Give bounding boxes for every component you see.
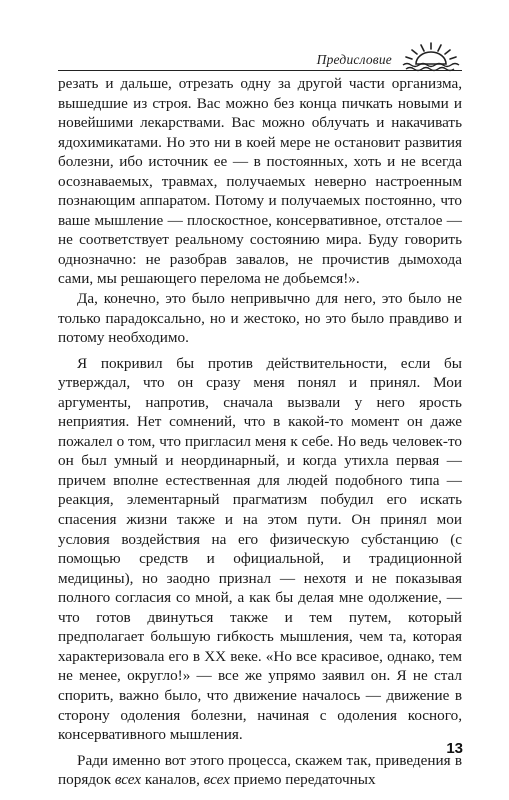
- page-header: [58, 40, 462, 74]
- paragraph-4: [58, 751, 462, 790]
- emphasis-word-2: всех: [203, 771, 230, 789]
- emphasis-word-1: всех: [114, 771, 142, 789]
- paragraph-4-text-1: Ради именно вот этого процесса, скажем так, приведения в порядок: [58, 751, 462, 789]
- paragraph-4-text-3: приемо передаточных: [229, 771, 376, 789]
- paragraph-2: Да, конечно, это было непривычно для него, это было не только парадоксально, но и жестоко, но это было правдиво и потому необходимо.: [58, 290, 462, 347]
- main-text: [58, 74, 462, 790]
- sun-over-waves-icon: [400, 40, 462, 74]
- running-head: Предисловие: [316, 52, 392, 67]
- paragraph-3: Я покривил бы против действительности, если бы утверждал, что он сразу меня понял и принял. Мои аргументы, напротив, сначала вызвали у него ярость неприятия. Нет сомнений, что в какой-то момент он даже пожалел о том, что пригласил меня к себе. Но ведь человек-то он был умный и неординарный, и когда утихла первая — причем вполне естественная для людей подобного типа — реакция, элементарный прагматизм побудил его искать спасения жизни также и на этом пути. Он принял мои условия воздействия на его физическую субстанцию (с помощью средств и официальной, и традиционной медицины), но заодно признал — нехотя и не показывая полного согласия со мной, а как бы делая мне одолжение, — что готов двинуться также и тем путем, который предполагает большую гибкость мышления, чем та, которая характеризовала его в XX веке. «Но все красивое, однако, тем не менее, округло!» — все же упрямо заявил он. Я не стал спорить, важно было, что движение началось — движение в сторону одоления болезни, начиная с одоления косного, консервативного мышления.: [58, 354, 462, 744]
- header-divider: [58, 70, 462, 71]
- page-number: 13: [446, 740, 463, 757]
- paragraph-1: резать и дальше, отрезать одну за другой части организма, вышедшие из строя. Вас можно без конца пичкать новыми и новейшими лекарствами. Вас можно облучать и накачивать ядохимикатами. Но это ни в коей мере не остановит развития болезни, ибо источник ее — в постоянных, хоть и не всегда осознаваемых, травмах, получаемых неверно настроенным познающим аппаратом. Потому и получаемых постоянно, что ваше мышление — плоскостное, консервативное, отсталое — не соответствует реальному состоянию мира. Буду говорить однозначно: не разобрав завалов, не прочистив дымохода сами, мы решающего перелома не добьемся!».: [58, 75, 462, 288]
- paragraph-4-text-2: каналов,: [141, 771, 204, 789]
